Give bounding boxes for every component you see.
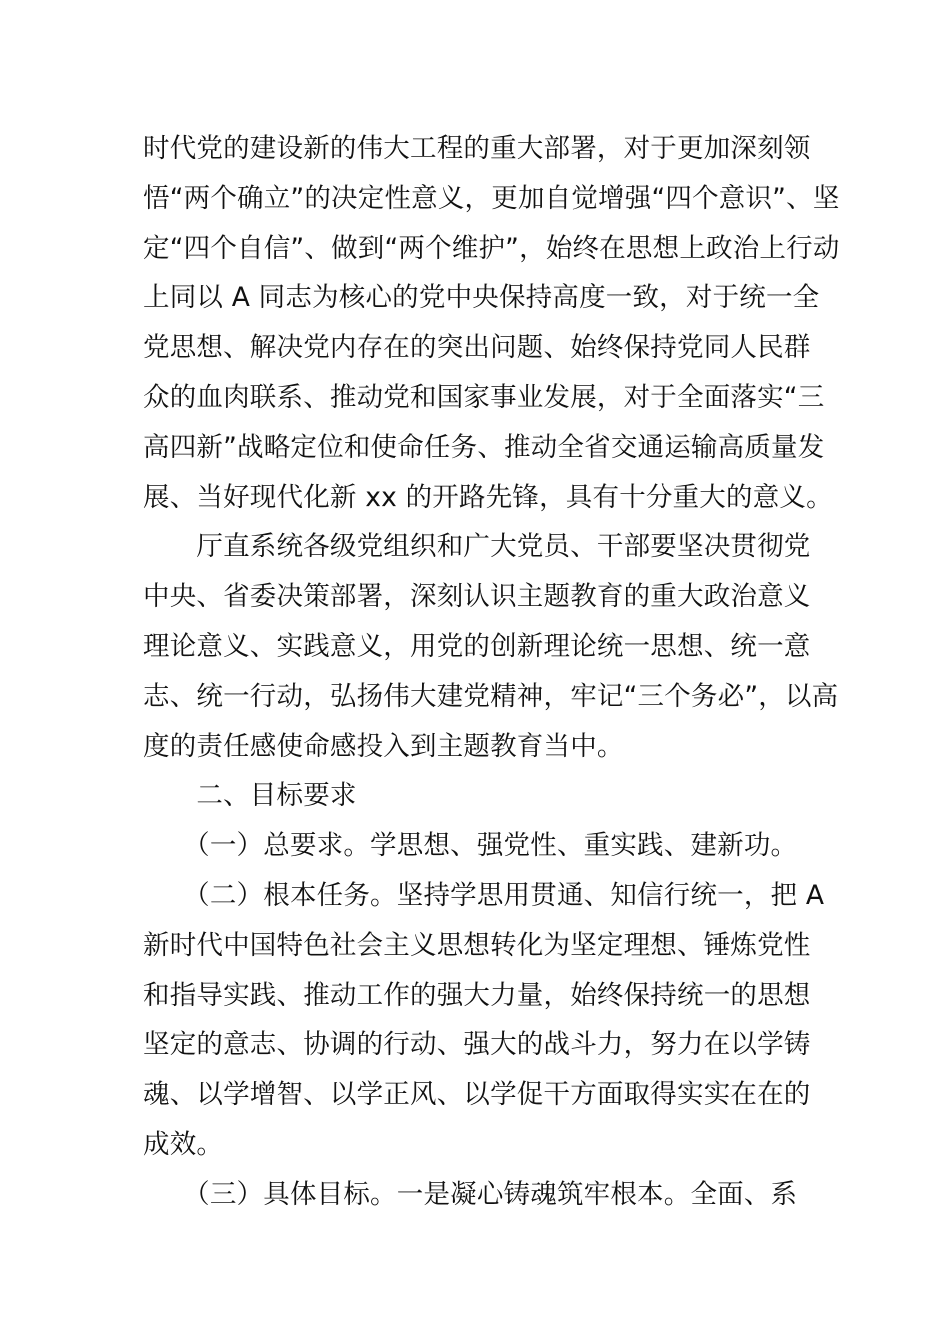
text-line: 高四新”战略定位和使命任务、推动全省交通运输高质量发	[143, 431, 825, 463]
text-line: 党思想、解决党内存在的突出问题、始终保持党同人民群	[143, 332, 811, 364]
text-line: 时代党的建设新的伟大工程的重大部署，对于更加深刻领	[143, 133, 811, 164]
text-line: 上同以 A 同志为核心的党中央保持高度一致，对于统一全	[143, 282, 820, 314]
text-line: 展、当好现代化新 xx 的开路先锋，具有十分重大的意义。	[143, 481, 833, 513]
text-line: 定“四个自信”、做到“两个维护”，始终在思想上政治上行动	[143, 232, 840, 264]
text-line: 志、统一行动，弘扬伟大建党精神，牢记“三个务必”，以高	[143, 680, 839, 712]
paragraph-start-line: （一）总要求。学思想、强党性、重实践、建新功。	[143, 830, 798, 862]
paragraph-start-line: （三）具体目标。一是凝心铸魂筑牢根本。全面、系	[143, 1178, 798, 1210]
document-body	[143, 124, 840, 1220]
text-line: 悟“两个确立”的决定性意义，更加自觉增强“四个意识”、坚	[143, 182, 840, 214]
paragraph-start-line: （二）根本任务。坚持学思用贯通、知信行统一，把 A	[143, 879, 825, 911]
text-line: 魂、以学增智、以学正风、以学促干方面取得实实在在的	[143, 1079, 811, 1111]
text-line: 坚定的意志、协调的行动、强大的战斗力，努力在以学铸	[143, 1029, 811, 1061]
text-line: 和指导实践、推动工作的强大力量，始终保持统一的思想	[143, 979, 811, 1011]
text-line: 新时代中国特色社会主义思想转化为坚定理想、锤炼党性	[143, 929, 811, 961]
text-line: 理论意义、实践意义，用党的创新理论统一思想、统一意	[143, 630, 811, 662]
text-line: 中央、省委决策部署，深刻认识主题教育的重大政治意义	[143, 581, 811, 613]
text-line: 成效。	[143, 1128, 224, 1160]
text-line: 度的责任感使命感投入到主题教育当中。	[143, 730, 624, 762]
text-line: 众的血肉联系、推动党和国家事业发展，对于全面落实“三	[143, 381, 825, 413]
paragraph-start-line: 厅直系统各级党组织和广大党员、干部要坚决贯彻党	[143, 531, 811, 563]
section-heading: 二、目标要求	[143, 780, 357, 812]
